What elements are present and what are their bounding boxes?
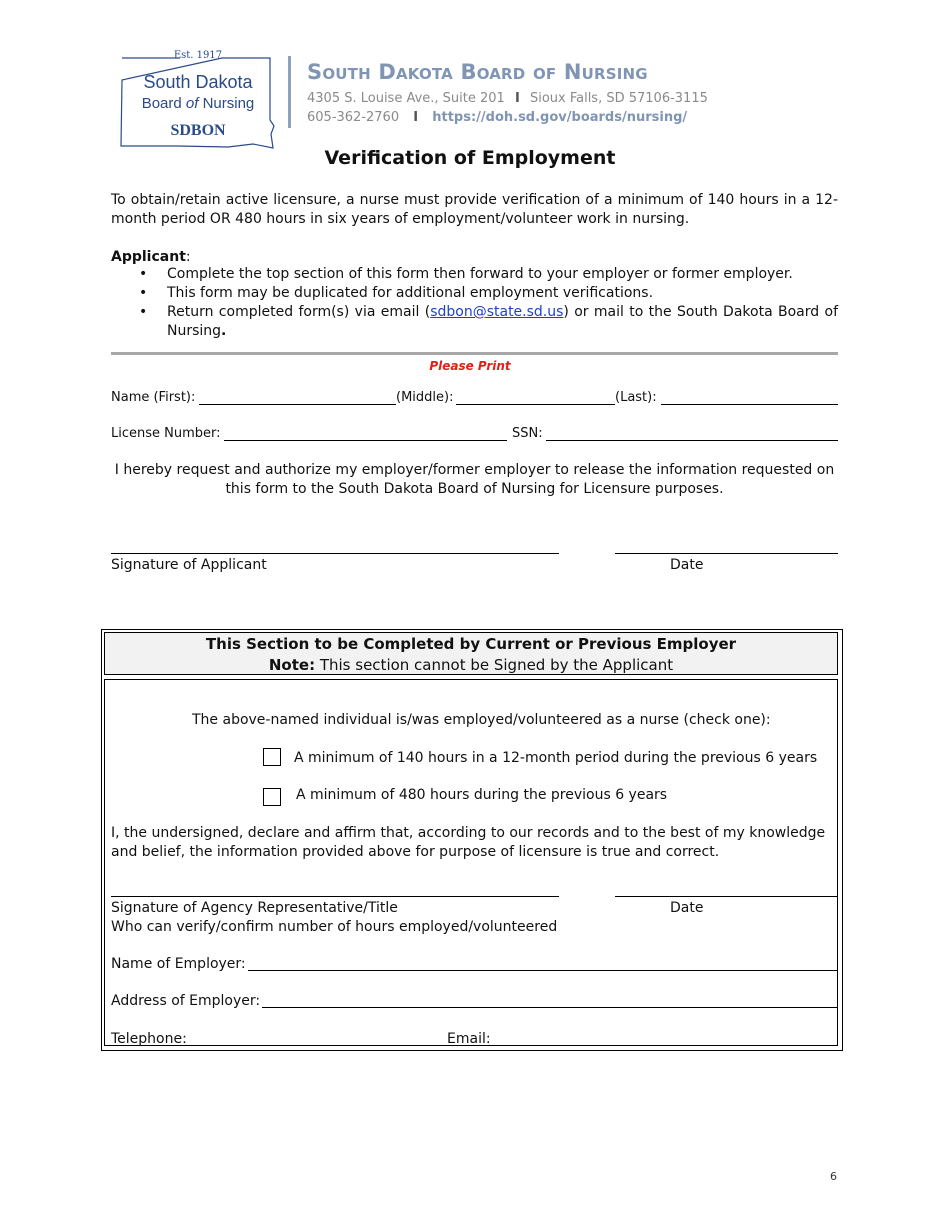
agency-date-label: Date — [670, 900, 704, 916]
org-name: South Dakota Board of Nursing — [307, 60, 648, 84]
option2-label: A minimum of 480 hours during the previous 6 years — [296, 787, 668, 803]
employer-name-label: Name of Employer: — [111, 956, 246, 972]
option1-label: A minimum of 140 hours in a 12-month period during the previous 6 years — [294, 750, 818, 766]
license-label: License Number: — [111, 426, 221, 441]
sdbon-logo — [118, 50, 278, 152]
intro-text: To obtain/retain active licensure, a nurse must provide verification of a minimum of 140 hours in a 12-month period OR 480 hours in six years of employment/volunteer work in nursing. — [111, 192, 838, 227]
last-name-field[interactable] — [661, 404, 838, 405]
section-rule — [111, 352, 838, 355]
first-name-field[interactable] — [199, 404, 396, 405]
telephone-label: Telephone: — [111, 1031, 187, 1047]
middle-name-field[interactable] — [456, 404, 615, 405]
org-address-line — [307, 91, 708, 106]
email-link[interactable]: sdbon@state.sd.us — [430, 304, 564, 320]
authorization-text: I hereby request and authorize my employer/former employer to release the information requested on this form to the South Dakota Board of Nursing for Licensure purposes. — [114, 462, 835, 497]
ssn-field[interactable] — [546, 440, 838, 441]
applicant-instructions — [111, 265, 838, 341]
org-phone: 605-362-2760 — [307, 110, 400, 125]
declaration-text: I, the undersigned, declare and affirm that, according to our records and to the best of my knowledge and belief, the information provided above for purpose of licensure is true and correct. — [111, 825, 826, 860]
page-title: Verification of Employment — [324, 147, 616, 169]
email-field[interactable] — [495, 1045, 838, 1046]
email-label: Email: — [447, 1031, 491, 1047]
applicant-signature-label: Signature of Applicant — [111, 557, 267, 573]
agency-date-field[interactable] — [615, 896, 838, 897]
applicant-signature-field[interactable] — [111, 553, 559, 554]
first-name-label: Name (First): — [111, 390, 196, 405]
separator-2: I — [413, 110, 419, 125]
agency-signature-sublabel: Who can verify/confirm number of hours employed/volunteered — [111, 919, 558, 935]
middle-name-label: (Middle): — [396, 390, 454, 405]
org-url[interactable]: https://doh.sd.gov/boards/nursing/ — [432, 110, 688, 125]
applicant-date-field[interactable] — [615, 553, 838, 554]
option1-checkbox[interactable] — [263, 748, 281, 766]
ssn-label: SSN: — [512, 426, 543, 441]
last-name-label: (Last): — [615, 390, 657, 405]
list-item: • This form may be duplicated for additional employment verifications. — [167, 284, 838, 303]
employer-address-label: Address of Employer: — [111, 993, 261, 1009]
org-address: 4305 S. Louise Ave., Suite 201 — [307, 91, 505, 106]
agency-signature-label: Signature of Agency Representative/Title — [111, 900, 398, 916]
list-item: • Complete the top section of this form then forward to your employer or former employer. — [167, 265, 838, 284]
logo-est: Est. 1917 — [173, 50, 223, 61]
employment-statement: The above-named individual is/was employed/volunteered as a nurse (check one): — [192, 712, 771, 728]
separator-1: I — [514, 91, 520, 106]
logo-line1: South Dakota — [143, 72, 253, 92]
license-field[interactable] — [224, 440, 507, 441]
employer-heading: This Section to be Completed by Current or Previous Employer — [205, 635, 737, 653]
telephone-field[interactable] — [193, 1045, 391, 1046]
employer-note: Note: This section cannot be Signed by the Applicant — [268, 656, 674, 674]
employer-section-body — [104, 679, 838, 1046]
header-divider — [288, 56, 291, 128]
logo-line2: Board of Nursing — [141, 95, 255, 112]
agency-signature-field[interactable] — [111, 896, 559, 897]
logo-abbr: SDBON — [170, 122, 226, 139]
org-contact-line — [307, 110, 687, 125]
applicant-heading: Applicant: — [111, 249, 191, 265]
applicant-date-label: Date — [670, 557, 704, 573]
page-number: 6 — [830, 1170, 837, 1183]
org-city: Sioux Falls, SD 57106-3115 — [529, 91, 708, 106]
employer-name-field[interactable] — [248, 970, 838, 971]
please-print: Please Print — [429, 359, 511, 373]
employer-address-field[interactable] — [262, 1007, 838, 1008]
list-item: • Return completed form(s) via email (sdbon@state.sd.us) or mail to the South Dakota Board of Nursing. — [167, 303, 838, 341]
option2-checkbox[interactable] — [263, 788, 281, 806]
